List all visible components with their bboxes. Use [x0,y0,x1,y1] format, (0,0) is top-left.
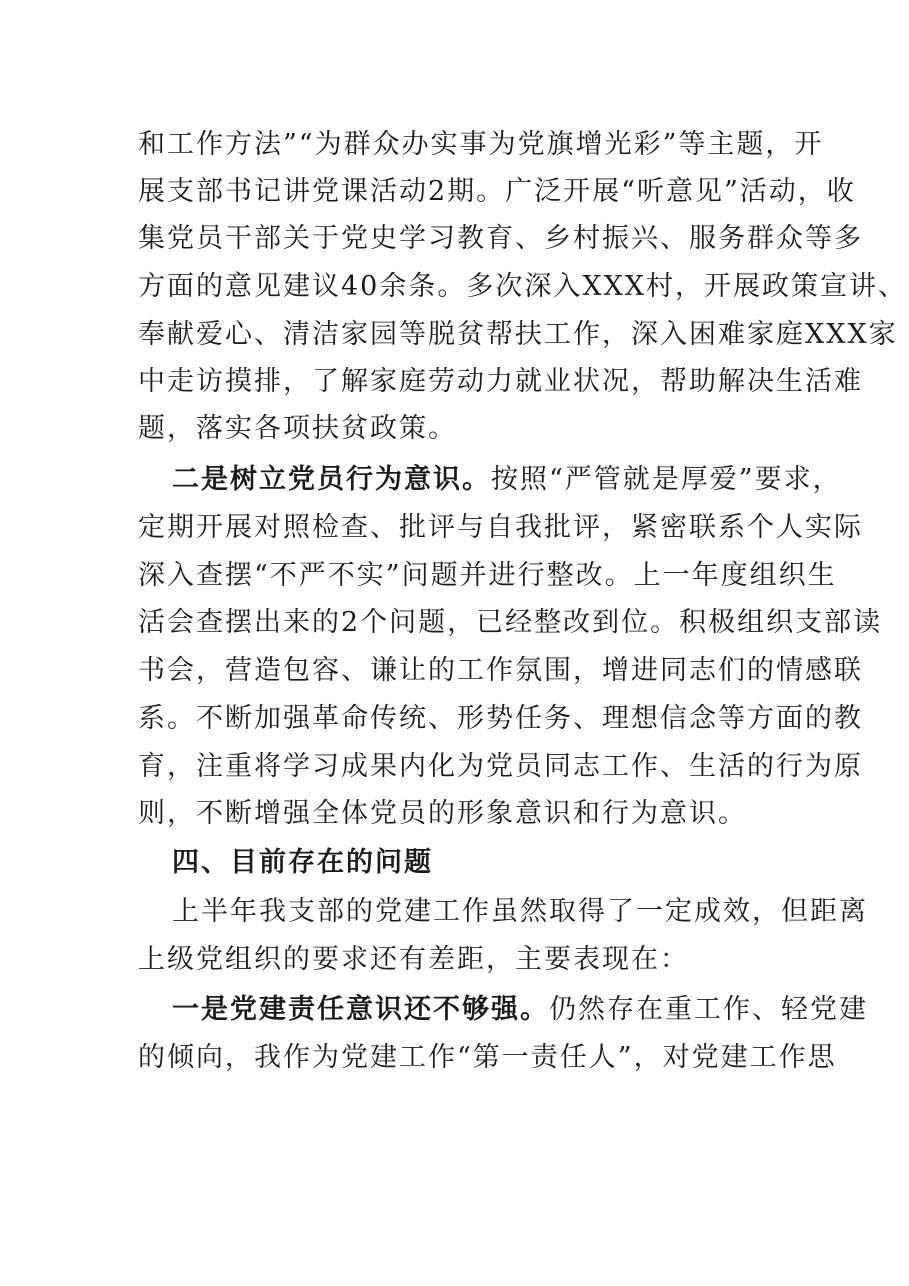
line-text: 则，不断增强全体党员的形象意识和行为意识。 [138,798,747,829]
text-line [138,600,883,646]
line-text: 书会，营造包容、谦让的工作氛围，增进同志们的情感联 [138,655,863,686]
line-text: 上半年我支部的党建工作虽然取得了一定成效，但距离 [172,896,868,927]
line-text: 和工作方法”“为群众办实事为党旗增光彩”等主题，开 [138,129,824,160]
line-text: 系。不断加强革命传统、形势任务、理想信念等方面的教 [138,703,863,734]
text-line [138,553,837,599]
text-line [138,937,778,983]
text-line [138,169,856,215]
section-title: 四、目前存在的问题 [172,847,433,878]
line-text: 中走访摸排，了解家庭劳动力就业状况，帮助解决生活难 [138,366,863,397]
paragraph-heading: 一是党建责任意识还不够强。 [172,994,549,1025]
paragraph-heading: 二是树立党员行为意识。 [172,464,491,495]
text-line [138,648,863,694]
line-text: 活会查摆出来的2个问题，已经整改到位。积极组织支部读 [138,607,883,638]
line-text: 定期开展对照检查、批评与自我批评，紧密联系个人实际 [138,512,863,543]
line-text: 题，落实各项扶贫政策。 [138,413,457,444]
paragraph-start-line [172,889,868,935]
text-line [138,359,863,405]
text-line [138,312,898,358]
text-line [138,696,863,742]
line-text: 按照“严管就是厚爱”要求， [491,464,842,495]
text-line [138,744,863,790]
line-text: 奉献爱心、清洁家园等脱贫帮扶工作，深入困难家庭XXX家 [138,319,898,350]
line-text: 集党员干部关于党史学习教育、乡村振兴、服务群众等多 [138,223,863,254]
line-text: 上级党组织的要求还有差距，主要表现在： [138,944,689,975]
line-text: 的倾向，我作为党建工作“第一责任人”，对党建工作思 [138,1042,837,1073]
text-line [138,1035,837,1081]
text-line [138,264,908,310]
line-text: 仍然存在重工作、轻党建 [549,994,868,1025]
paragraph-start-line [172,987,868,1033]
paragraph-start-line [172,457,842,503]
text-line [138,406,778,452]
line-text: 深入查摆“不严不实”问题并进行整改。上一年度组织生 [138,560,837,591]
text-line [138,122,824,168]
line-text: 方面的意见建议40余条。多次深入XXX村，开展政策宣讲、 [138,271,908,302]
text-line [138,505,863,551]
text-line [138,791,778,837]
line-text: 展支部书记讲党课活动2期。广泛开展“听意见”活动，收 [138,176,856,207]
text-line [138,216,863,262]
line-text: 育，注重将学习成果内化为党员同志工作、生活的行为原 [138,751,863,782]
section-heading [172,840,778,886]
